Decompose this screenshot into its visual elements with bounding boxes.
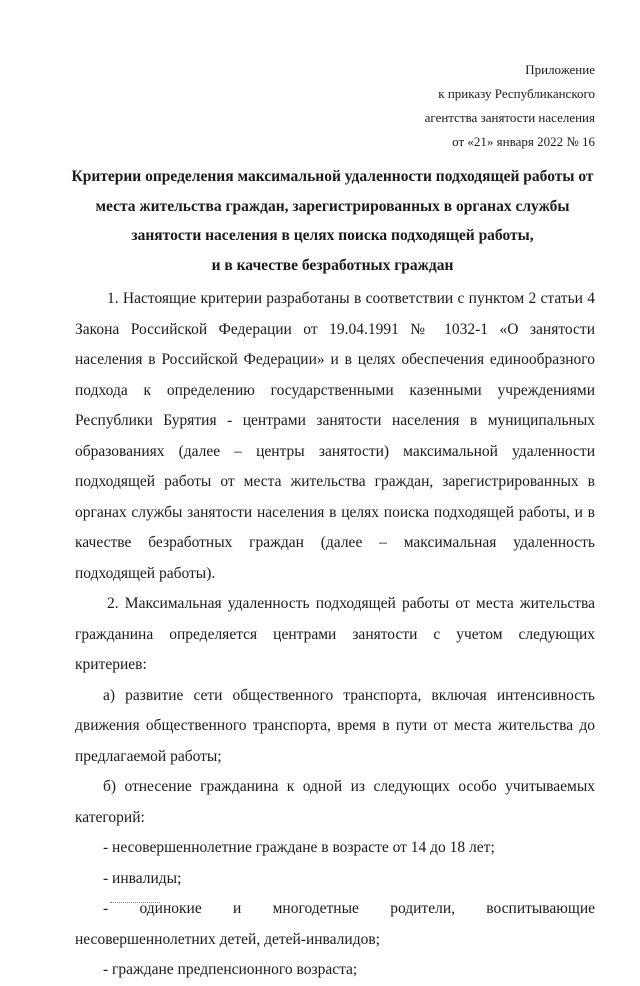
- paragraph-1: 1. Настоящие критерии разработаны в соответствии с пунктом 2 статьи 4 Закона Российской Федерации от 19.04.1991 № 1032-1 «О занятости населения в Российской Федерации» и в целях обеспечения единообразного подхода к определению государственными казенными учреждениями Республики Бурятия - центрами занятости населения в муниципальных образованиях (далее – центры занятости) максимальной удаленности подходящей работы от места жительства граждан, зарегистрированных в органах службы занятости населения в целях поиска подходящей работы, и в качестве безработных граждан (далее – максимальная удаленность подходящей работы).: [75, 290, 595, 582]
- appendix-line-3: агентства занятости населения: [424, 110, 595, 125]
- appendix-line-1: Приложение: [525, 62, 595, 77]
- appendix-block: [425, 58, 595, 154]
- category-item: - несовершеннолетние граждане в возрасте от 14 до 18 лет;: [103, 839, 495, 856]
- title-line-1: Критерии определения максимальной удаленности подходящей работы от: [71, 168, 594, 185]
- category-item: - граждане предпенсионного возраста;: [103, 961, 358, 978]
- page-edge-mark: [110, 902, 160, 904]
- category-item: - инвалиды;: [103, 869, 182, 887]
- paragraph-2: 2. Максимальная удаленность подходящей работы от места жительства гражданина определяется центрами занятости с учетом следующих критериев:: [75, 595, 595, 673]
- criterion-b: б) отнесение гражданина к одной из следующих особо учитываемых категорий:: [75, 778, 595, 826]
- title-line-4: и в качестве безработных граждан: [211, 256, 454, 274]
- document-title: [70, 162, 595, 280]
- appendix-line-4: от «21» января 2022 № 16: [452, 134, 595, 149]
- category-item: - одинокие и многодетные родители, воспитывающие несовершеннолетних детей, детей-инвалидов;: [75, 900, 595, 948]
- title-line-3: занятости населения в целях поиска подходящей работы,: [131, 227, 534, 244]
- title-line-2: места жительства граждан, зарегистрированных в органах службы: [95, 197, 570, 215]
- document-body: [75, 284, 595, 986]
- appendix-line-2: к приказу Республиканского: [438, 86, 595, 101]
- criterion-a: а) развитие сети общественного транспорта, включая интенсивность движения общественного транспорта, время в пути от места жительства до предлагаемой работы;: [75, 686, 595, 765]
